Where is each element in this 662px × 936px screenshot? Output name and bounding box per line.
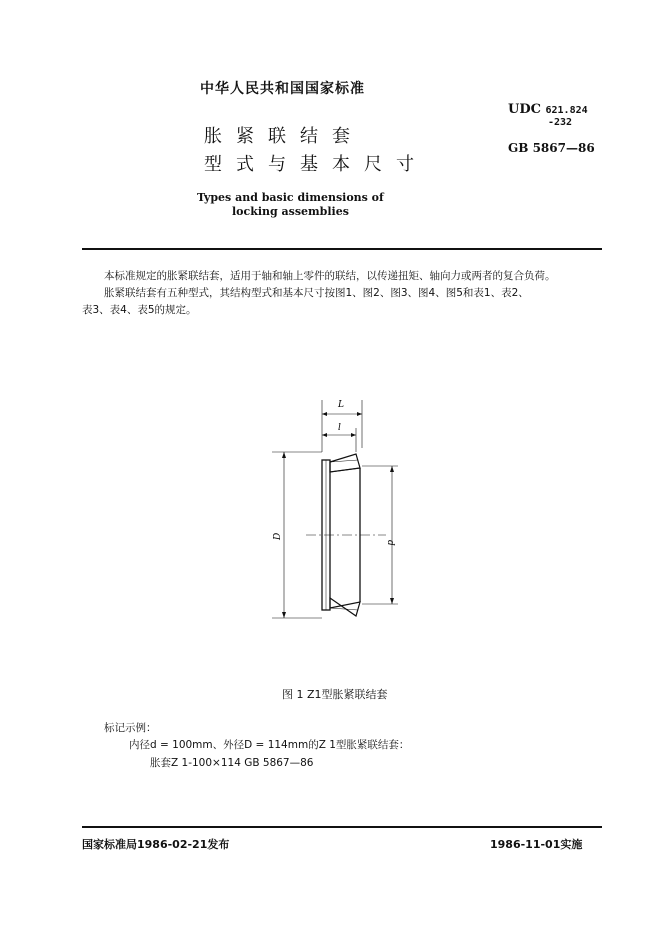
title-cn-line1: 胀紧联结套 — [204, 126, 364, 147]
inner-ring-bottom — [330, 598, 360, 616]
effective-date: 1986-11-01实施 — [490, 838, 583, 851]
dim-L-label: L — [338, 400, 344, 410]
inner-ring-top — [330, 454, 360, 472]
marking-example-line2: 胀套Z 1-100×114 GB 5867—86 — [150, 757, 314, 769]
gb-number: GB 5867—86 — [508, 141, 595, 155]
marking-label: 标记示例： — [104, 722, 157, 734]
header-rule — [82, 248, 602, 250]
udc-label: UDC — [508, 102, 541, 117]
marking-example-line1: 内径d = 100mm、外径D = 114mm的Z 1型胀紧联结套： — [129, 739, 410, 751]
paragraph-scope: 本标准规定的胀紧联结套，适用于轴和轴上零件的联结，以传递扭矩、轴向力或两者的复合负荷。 — [104, 270, 556, 282]
issue-date: 国家标准局1986-02-21发布 — [82, 838, 230, 851]
paragraph-types-line2: 表3、表4、表5的规定。 — [82, 304, 197, 316]
figure-z1-drawing — [260, 390, 420, 630]
figure-caption: 图 1 Z1型胀紧联结套 — [282, 688, 388, 701]
standard-name: 中华人民共和国国家标准 — [200, 81, 365, 97]
udc-code-line2: -232 — [548, 117, 573, 128]
title-en-line1: Types and basic dimensions of — [197, 191, 384, 204]
title-en-line2: locking assemblies — [232, 205, 349, 218]
paragraph-types-line1: 胀紧联结套有五种型式，其结构型式和基本尺寸按图1、图2、图3、图4、图5和表1、表2、 — [104, 287, 529, 299]
dim-l-label: l — [338, 423, 341, 433]
dim-d-label: d — [385, 540, 395, 546]
dim-D-label: D — [273, 532, 283, 540]
udc-block — [508, 102, 588, 117]
title-cn-line2: 型式与基本尺寸 — [204, 154, 428, 175]
footer-rule — [82, 826, 602, 828]
udc-code-line1: 621.824 — [545, 105, 588, 116]
